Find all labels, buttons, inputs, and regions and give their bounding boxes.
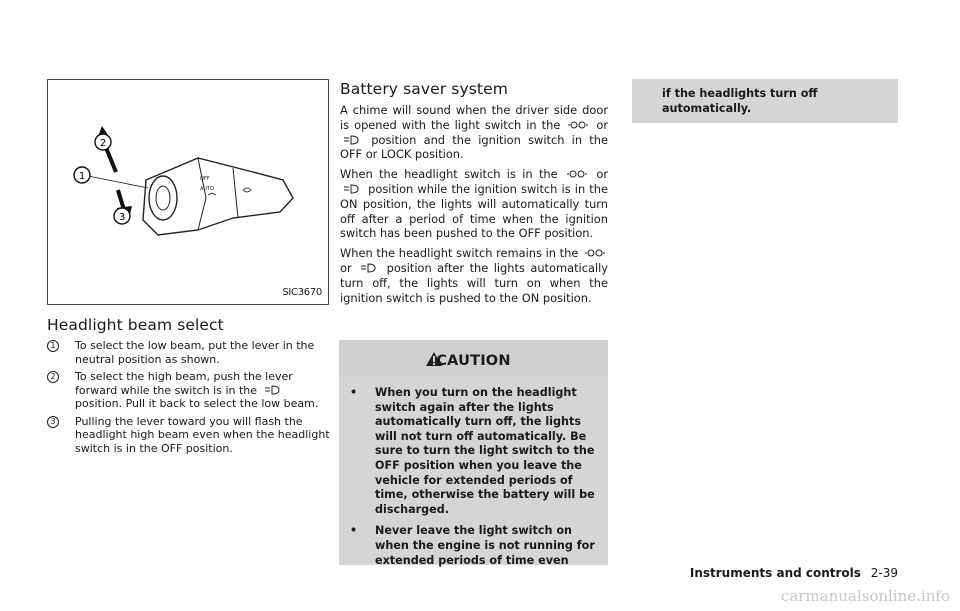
caution-continued-box	[632, 79, 898, 123]
parking-light-icon	[567, 169, 587, 179]
page-number: 2-39	[870, 566, 898, 580]
list-item	[47, 370, 330, 411]
lever-label-auto: AUTO	[200, 186, 215, 192]
paragraph-text: position while the ignition switch is in the ON position, the lights will automatically turn off after a period of time when the ignition switch has been pushed to the OFF position.	[340, 181, 609, 241]
item-number: 3	[47, 416, 59, 428]
watermark: carmanualsonline.info	[780, 587, 950, 605]
item-text: Pulling the lever toward you will flash the headlight high beam even when the headlight switch is in the OFF position.	[75, 414, 330, 455]
paragraph-text: position after the lights automatically turn off, the lights will turn on when the ignition switch is pushed to the ON position.	[340, 260, 609, 305]
headlight-lever-illustration	[48, 80, 330, 306]
parking-light-icon	[568, 120, 588, 130]
battery-saver-body	[340, 103, 608, 310]
paragraph	[340, 103, 608, 162]
paragraph-text: A chime will sound when the driver side door is opened with the light switch in the	[340, 103, 608, 132]
caution-title: CAUTION	[436, 353, 511, 369]
list-item	[347, 386, 603, 517]
caution-header	[339, 340, 608, 376]
item-number: 1	[47, 340, 59, 352]
paragraph-text: or	[596, 117, 609, 132]
item-text: To select the low beam, put the lever in the neutral position as shown.	[75, 339, 315, 366]
lever-figure	[47, 79, 329, 305]
paragraph-text: or	[596, 167, 608, 182]
list-item	[47, 415, 330, 456]
parking-light-icon	[585, 248, 605, 258]
list-item	[47, 339, 330, 366]
lever-label-off: OFF	[200, 176, 210, 182]
item-text: position. Pull it back to select the low beam.	[75, 397, 319, 410]
paragraph-text: When the headlight switch remains in the	[340, 246, 579, 261]
caution-text: When you turn on the headlight switch again after the lights automatically turn off, the lights will not turn off automatically. Be sure to turn the light switch to the OFF position when you leave the vehicle for extended periods of time, otherwise the battery will be discharged.	[375, 386, 595, 516]
beam-select-list	[47, 339, 330, 459]
item-number: 2	[47, 371, 59, 383]
paragraph-text: position and the ignition switch in the OFF or LOCK position.	[340, 132, 608, 162]
svg-text:2: 2	[99, 138, 107, 149]
paragraph-text: or	[340, 260, 352, 275]
paragraph-text: When the headlight switch is in the	[340, 167, 558, 182]
bullet: •	[350, 524, 358, 538]
figure-id: SIC3670	[282, 287, 322, 298]
caution-box	[339, 340, 608, 565]
section-title-battery-saver: Battery saver system	[340, 80, 508, 98]
svg-text:1: 1	[78, 171, 86, 182]
headlight-icon	[264, 385, 282, 395]
caution-text: Never leave the light switch on when the engine is not running for extended periods of time even	[375, 524, 595, 567]
section-title-headlight-beam: Headlight beam select	[47, 316, 224, 334]
headlight-icon	[343, 135, 361, 145]
bullet: •	[350, 386, 358, 399]
svg-text:3: 3	[118, 212, 126, 223]
headlight-icon	[343, 184, 361, 194]
list-item	[347, 524, 603, 568]
item-text: To select the high beam, push the lever forward while the switch is in the	[75, 370, 293, 397]
headlight-icon	[360, 263, 378, 273]
footer-section: Instruments and controls	[689, 566, 861, 580]
caution-continued-text: if the headlights turn off automatically.	[662, 87, 818, 115]
paragraph	[340, 167, 608, 241]
paragraph	[340, 246, 608, 305]
caution-list	[347, 386, 603, 575]
page-footer	[690, 566, 898, 580]
